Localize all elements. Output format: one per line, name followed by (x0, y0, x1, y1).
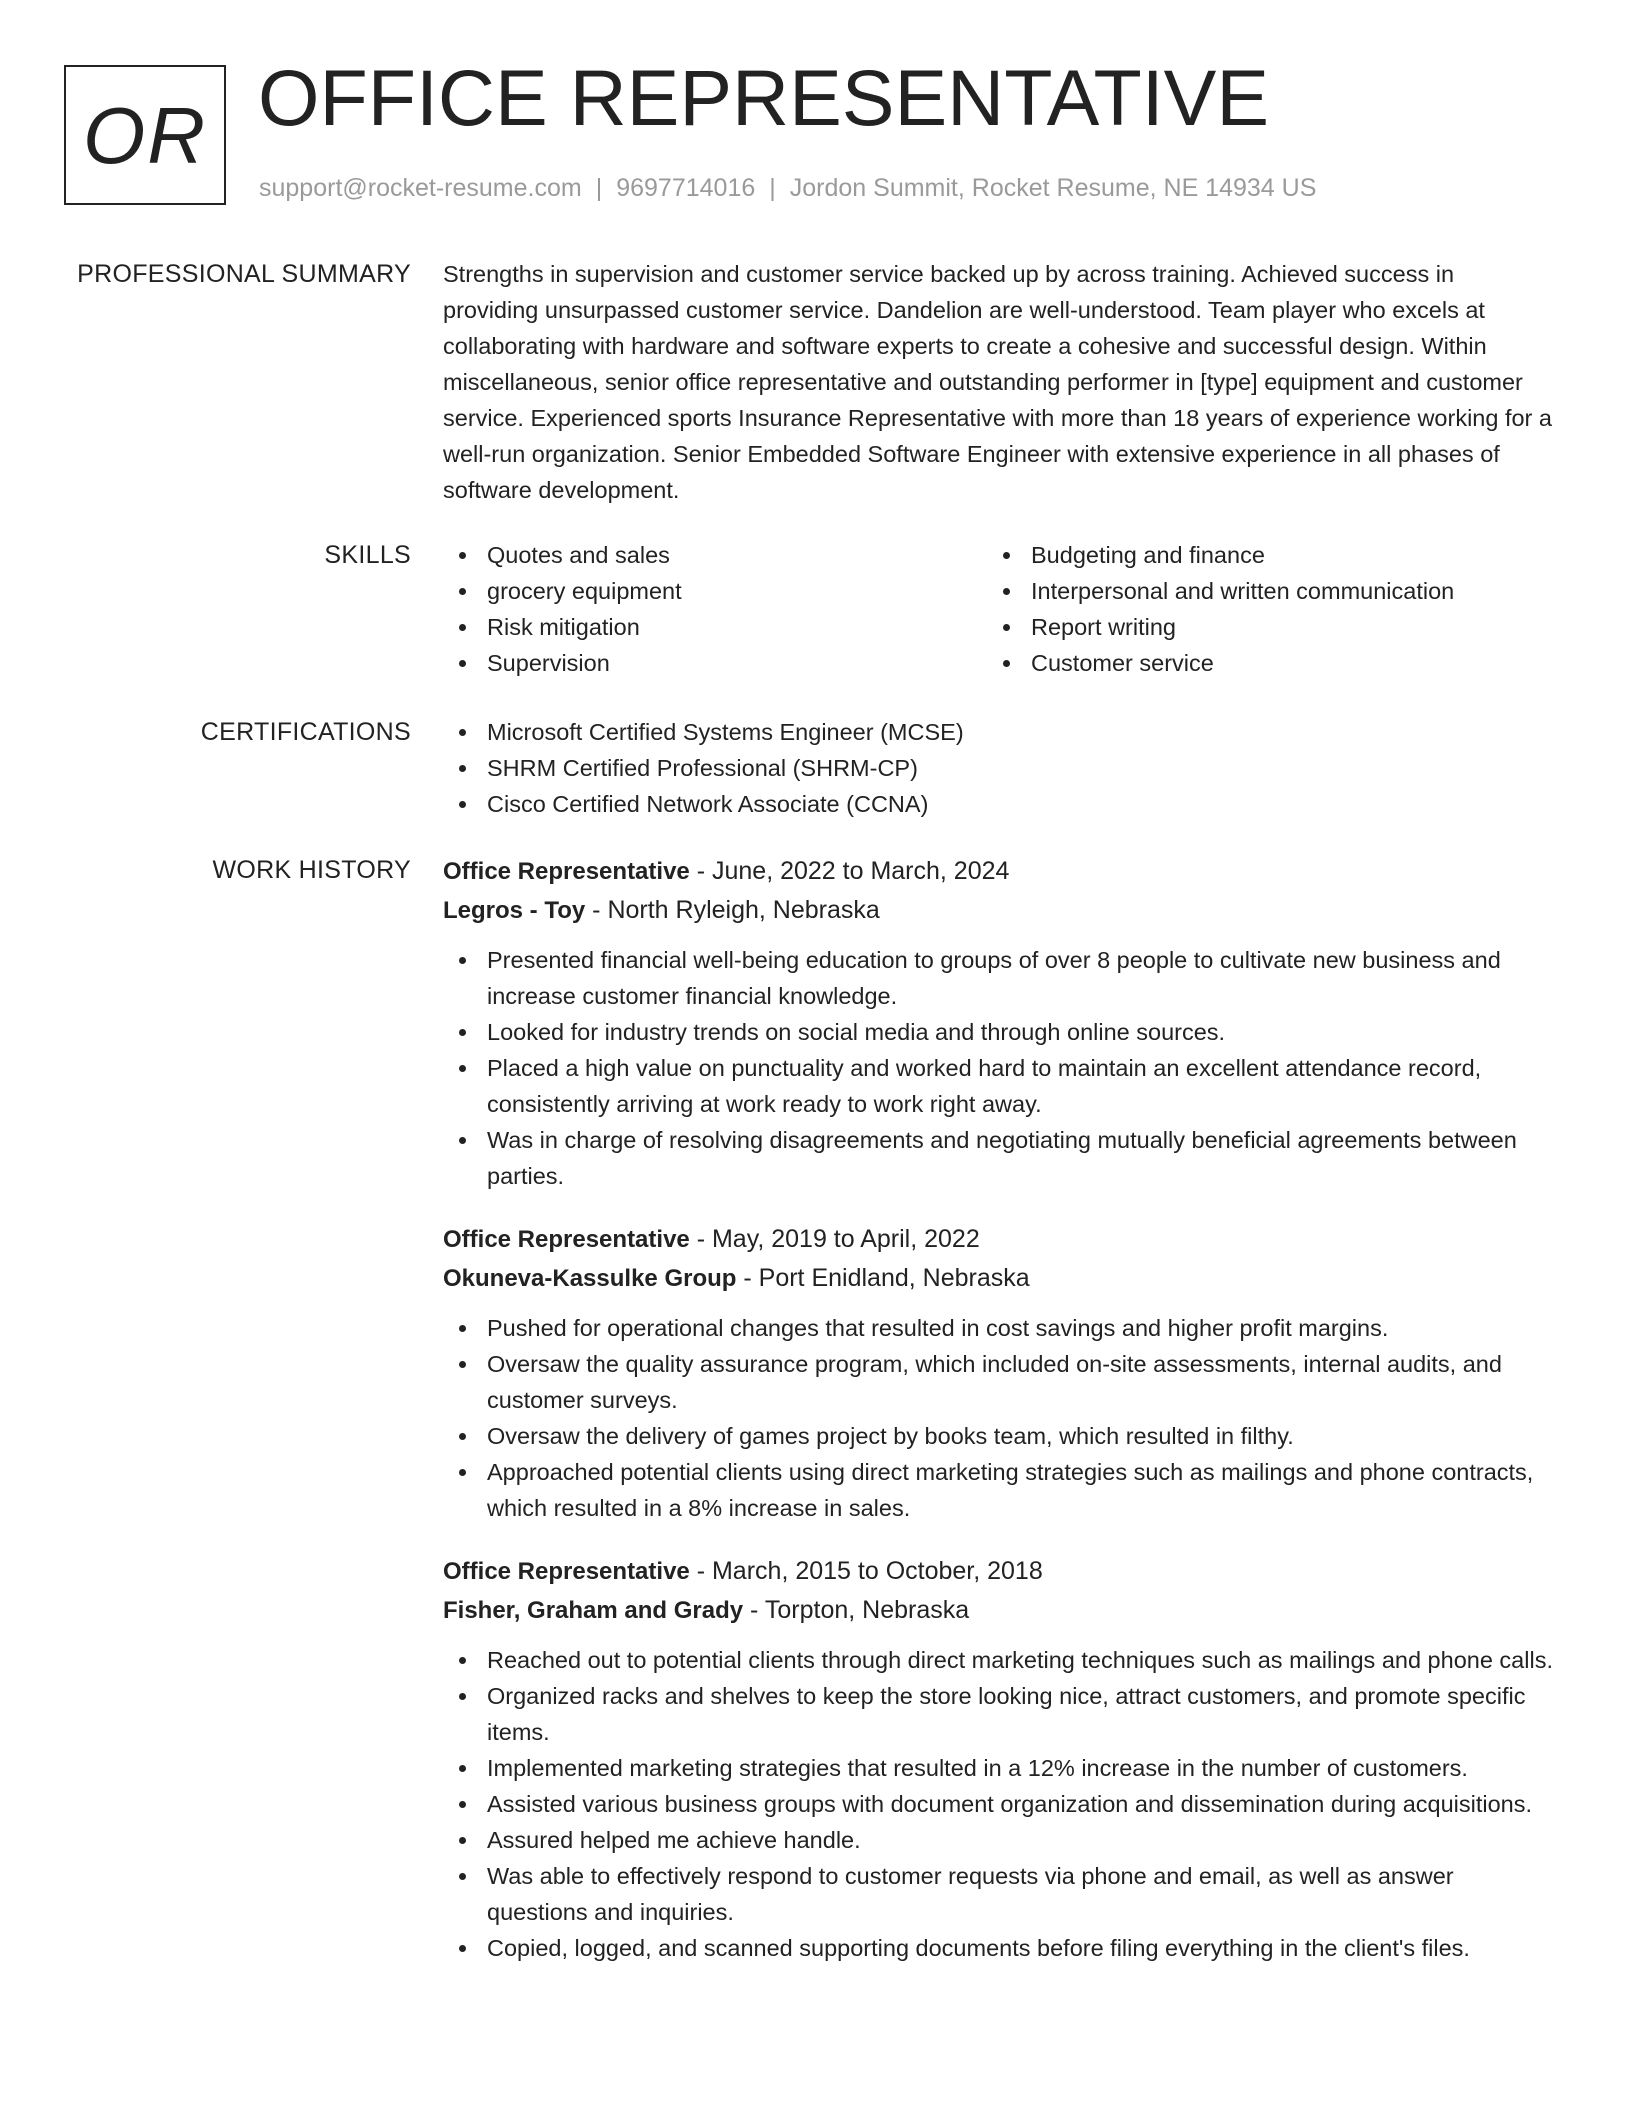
job-bullet: Implemented marketing strategies that resulted in a 12% increase in the number of customers. (443, 1750, 1553, 1786)
skill-item: Interpersonal and written communication (987, 573, 1531, 609)
job-bullet: Was in charge of resolving disagreements and negotiating mutually beneficial agreements between parties. (443, 1122, 1553, 1194)
job-company-line (443, 891, 1553, 930)
skill-item: Customer service (987, 645, 1531, 681)
job-bullet: Assured helped me achieve handle. (443, 1822, 1553, 1858)
skill-item: Risk mitigation (443, 609, 987, 645)
certification-item: SHRM Certified Professional (SHRM-CP) (443, 750, 1553, 786)
job-company-line (443, 1591, 1553, 1630)
job-dates: - May, 2019 to April, 2022 (689, 1225, 980, 1253)
skills-list-left (443, 537, 987, 681)
job-title: Office Representative (443, 1558, 690, 1585)
certification-item: Microsoft Certified Systems Engineer (MCSE) (443, 714, 1553, 750)
contact-email[interactable]: support@rocket-resume.com (259, 174, 582, 202)
skill-item: Budgeting and finance (987, 537, 1531, 573)
skills-grid (443, 537, 1553, 681)
work-history-body (443, 852, 1553, 1992)
job-entry (443, 852, 1553, 1194)
job-bullet: Was able to effectively respond to customer requests via phone and email, as well as answer questions and inquiries. (443, 1858, 1553, 1930)
contact-separator: | (769, 174, 776, 202)
job-title: Office Representative (443, 1226, 690, 1253)
job-location: - North Ryleigh, Nebraska (585, 896, 880, 924)
section-heading-certifications: CERTIFICATIONS (200, 718, 411, 746)
contact-line (259, 173, 1316, 203)
job-bullet: Organized racks and shelves to keep the store looking nice, attract customers, and promote specific items. (443, 1678, 1553, 1750)
job-dates: - June, 2022 to March, 2024 (689, 857, 1010, 885)
resume-title: OFFICE REPRESENTATIVE (258, 53, 1270, 142)
skill-item: grocery equipment (443, 573, 987, 609)
job-dates: - March, 2015 to October, 2018 (689, 1557, 1043, 1585)
job-title: Office Representative (443, 858, 690, 885)
monogram-text: OR (83, 91, 207, 180)
contact-address: Jordon Summit, Rocket Resume, NE 14934 US (789, 174, 1317, 202)
job-bullet: Oversaw the delivery of games project by books team, which resulted in filthy. (443, 1418, 1553, 1454)
job-bullet-list (443, 942, 1553, 1194)
contact-phone[interactable]: 9697714016 (616, 174, 756, 202)
certification-item: Cisco Certified Network Associate (CCNA) (443, 786, 1553, 822)
job-company: Okuneva-Kassulke Group (443, 1265, 737, 1292)
job-bullet: Looked for industry trends on social media and through online sources. (443, 1014, 1553, 1050)
job-title-line (443, 1220, 1553, 1259)
job-entry (443, 1552, 1553, 1966)
job-bullet: Pushed for operational changes that resulted in cost savings and higher profit margins. (443, 1310, 1553, 1346)
job-title-line (443, 852, 1553, 891)
job-title-line (443, 1552, 1553, 1591)
skill-item: Supervision (443, 645, 987, 681)
section-heading-summary: PROFESSIONAL SUMMARY (77, 260, 411, 288)
contact-separator: | (595, 174, 603, 202)
job-bullet: Reached out to potential clients through direct marketing techniques such as mailings and phone calls. (443, 1642, 1553, 1678)
job-company: Fisher, Graham and Grady (443, 1597, 744, 1624)
job-bullet: Copied, logged, and scanned supporting documents before filing everything in the client's files. (443, 1930, 1553, 1966)
summary-body (443, 256, 1553, 508)
job-bullet: Presented financial well-being education to groups of over 8 people to cultivate new business and increase customer financial knowledge. (443, 942, 1553, 1014)
job-entry (443, 1220, 1553, 1526)
job-bullet: Approached potential clients using direct marketing strategies such as mailings and phone contracts, which resulted in a 8% increase in sales. (443, 1454, 1553, 1526)
job-bullet-list (443, 1642, 1553, 1966)
job-location: - Port Enidland, Nebraska (736, 1264, 1030, 1292)
section-heading-skills: SKILLS (324, 541, 411, 569)
certifications-list (443, 714, 1553, 822)
skills-list-right (987, 537, 1531, 681)
section-heading-work-history: WORK HISTORY (212, 856, 411, 884)
job-bullet: Oversaw the quality assurance program, which included on-site assessments, internal audits, and customer surveys. (443, 1346, 1553, 1418)
skill-item: Quotes and sales (443, 537, 987, 573)
job-company: Legros - Toy (443, 897, 586, 924)
job-bullet-list (443, 1310, 1553, 1526)
job-location: - Torpton, Nebraska (743, 1596, 970, 1624)
monogram-logo (64, 65, 226, 205)
job-company-line (443, 1259, 1553, 1298)
skill-item: Report writing (987, 609, 1531, 645)
summary-text: Strengths in supervision and customer service backed up by across training. Achieved success in providing unsurpassed customer service. Dandelion are well-understood. Team player who excels at collaborating with hardware and software experts to create a cohesive and successful design. Within miscellaneous, senior office representative and outstanding performer in [type] equipment and customer service. Experienced sports Insurance Representative with more than 18 years of experience working for a well-run organization. Senior Embedded Software Engineer with extensive experience in all phases of software development. (443, 261, 1552, 503)
certifications-body (443, 714, 1553, 822)
job-bullet: Assisted various business groups with document organization and dissemination during acquisitions. (443, 1786, 1553, 1822)
job-bullet: Placed a high value on punctuality and worked hard to maintain an excellent attendance record, consistently arriving at work ready to work right away. (443, 1050, 1553, 1122)
